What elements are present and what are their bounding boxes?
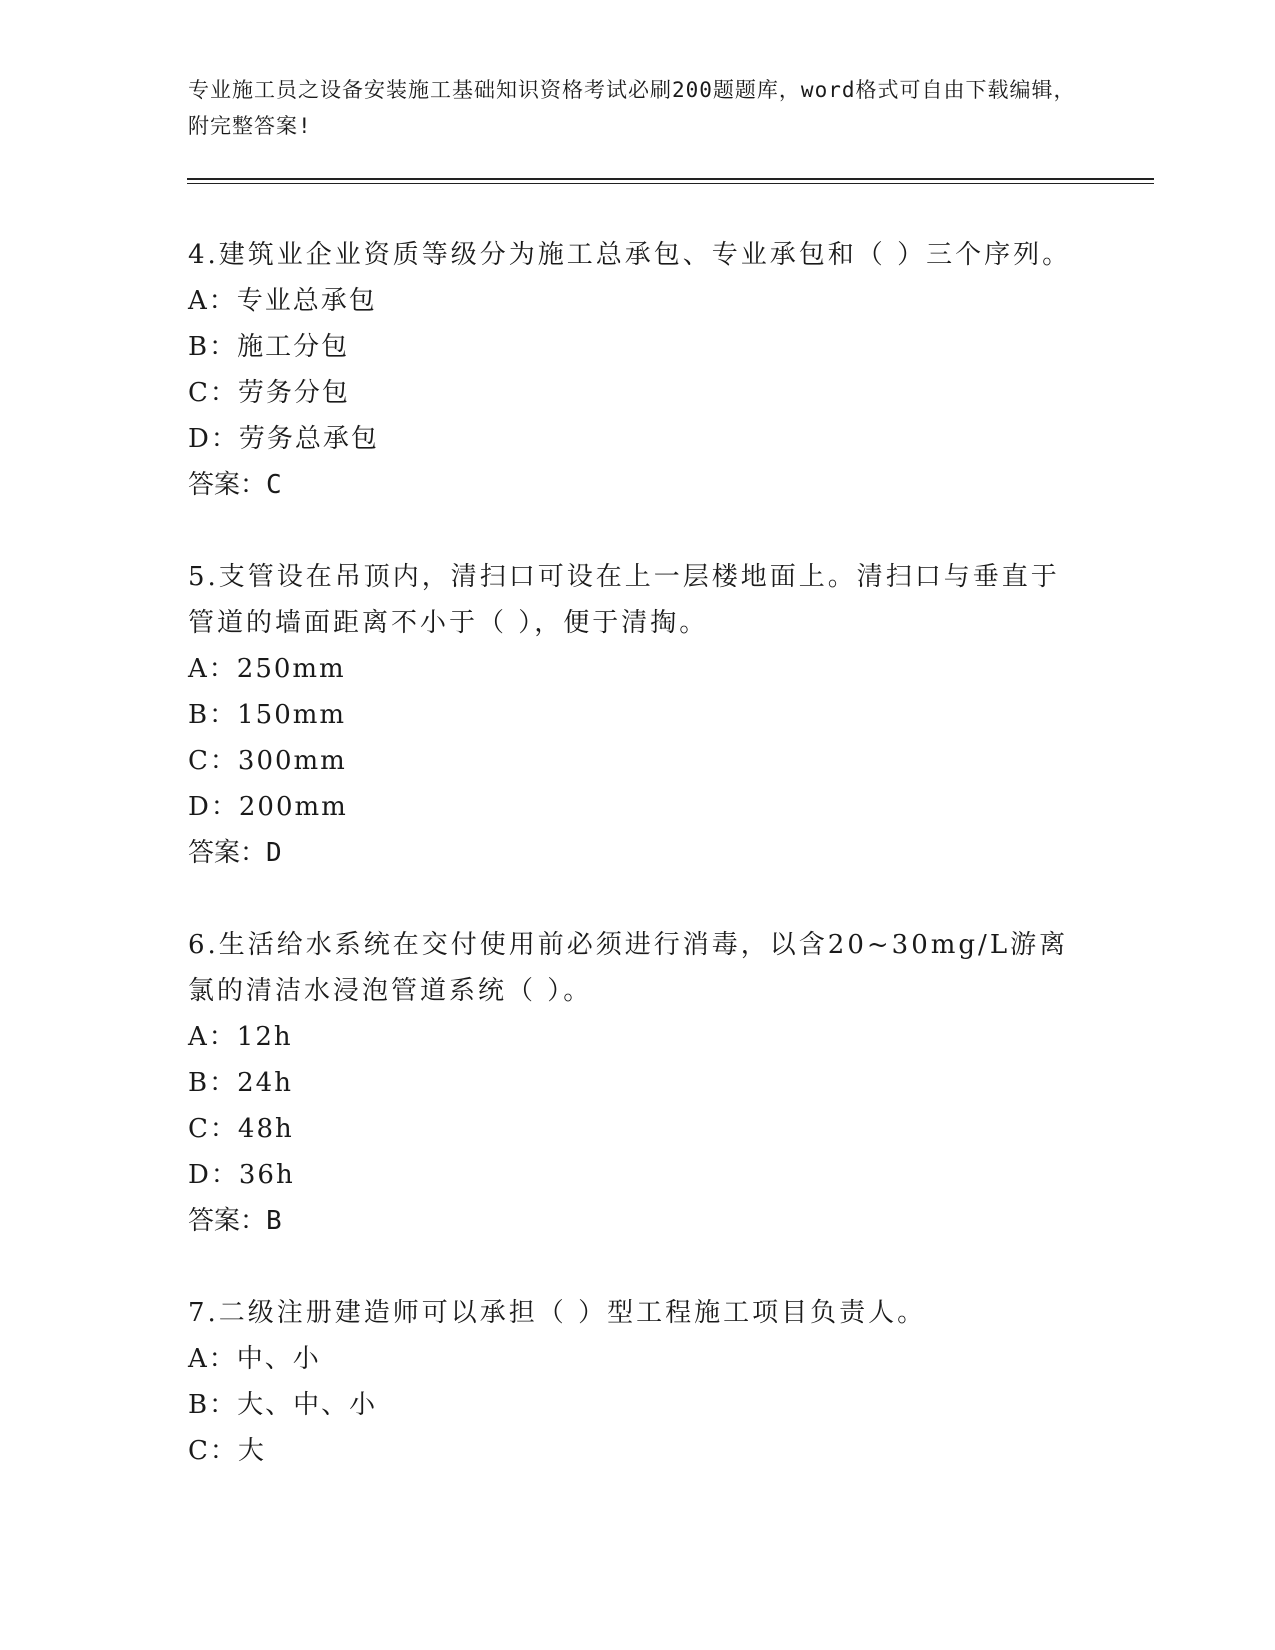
option-a — [188, 278, 1088, 324]
header-divider-thick — [187, 178, 1154, 180]
question-stem: 6.生活给水系统在交付使用前必须进行消毒，以含20~30mg/L游离氯的清洁水浸泡管道系统（ ）。 — [188, 930, 1069, 1006]
option-text: 大、中、小 — [237, 1390, 378, 1420]
option-text: 劳务分包 — [237, 378, 350, 408]
option-text: 300mm — [237, 746, 347, 776]
option-text: 专业总承包 — [236, 286, 377, 316]
option-c — [188, 1428, 1088, 1474]
document-header: 专业施工员之设备安装施工基础知识资格考试必刷200题题库，word格式可自由下载编辑，附完整答案! — [188, 78, 1076, 138]
question-list — [188, 232, 1088, 1520]
question-stem: 4.建筑业企业资质等级分为施工总承包、专业承包和（ ）三个序列。 — [188, 240, 1072, 270]
option-key: C： — [188, 378, 238, 408]
option-text: 48h — [237, 1114, 294, 1144]
option-a — [188, 646, 1088, 692]
option-key: A： — [188, 654, 237, 684]
option-d — [188, 784, 1088, 830]
header-divider-thin — [187, 183, 1154, 184]
option-b — [188, 1382, 1088, 1428]
option-b — [188, 324, 1088, 370]
option-text: 施工分包 — [237, 332, 350, 362]
question-7 — [188, 1290, 1088, 1474]
option-key: A： — [188, 286, 237, 316]
option-text: 24h — [237, 1068, 293, 1098]
option-key: A： — [188, 1022, 237, 1052]
option-key: B： — [188, 1068, 238, 1098]
option-key: D： — [188, 1160, 239, 1190]
option-text: 12h — [236, 1022, 293, 1052]
option-text: 36h — [238, 1160, 295, 1190]
option-d — [188, 1152, 1088, 1198]
option-key: D： — [188, 424, 239, 454]
question-stem: 5.支管设在吊顶内，清扫口可设在上一层楼地面上。清扫口与垂直于管道的墙面距离不小于（ ），便于清掏。 — [188, 562, 1060, 638]
option-c — [188, 370, 1088, 416]
option-a — [188, 1336, 1088, 1382]
option-key: C： — [188, 1114, 238, 1144]
answer-line: 答案：C — [188, 470, 282, 500]
question-stem: 7.二级注册建造师可以承担（ ）型工程施工项目负责人。 — [188, 1298, 927, 1328]
question-4 — [188, 232, 1088, 508]
option-key: B： — [188, 332, 238, 362]
answer-line: 答案：D — [188, 838, 282, 868]
option-b — [188, 1060, 1088, 1106]
option-text: 150mm — [237, 700, 347, 730]
option-c — [188, 738, 1088, 784]
option-key: C： — [188, 1436, 238, 1466]
option-key: C： — [188, 746, 238, 776]
option-key: D： — [188, 792, 239, 822]
option-text: 200mm — [238, 792, 348, 822]
option-d — [188, 416, 1088, 462]
option-key: B： — [188, 700, 238, 730]
option-text: 250mm — [236, 654, 346, 684]
option-b — [188, 692, 1088, 738]
question-5 — [188, 554, 1088, 876]
question-6 — [188, 922, 1088, 1244]
option-c — [188, 1106, 1088, 1152]
option-a — [188, 1014, 1088, 1060]
option-key: B： — [188, 1390, 238, 1420]
option-text: 大 — [237, 1436, 266, 1466]
answer-line: 答案：B — [188, 1206, 282, 1236]
option-text: 劳务总承包 — [238, 424, 379, 454]
option-text: 中、小 — [236, 1344, 321, 1374]
option-key: A： — [188, 1344, 237, 1374]
